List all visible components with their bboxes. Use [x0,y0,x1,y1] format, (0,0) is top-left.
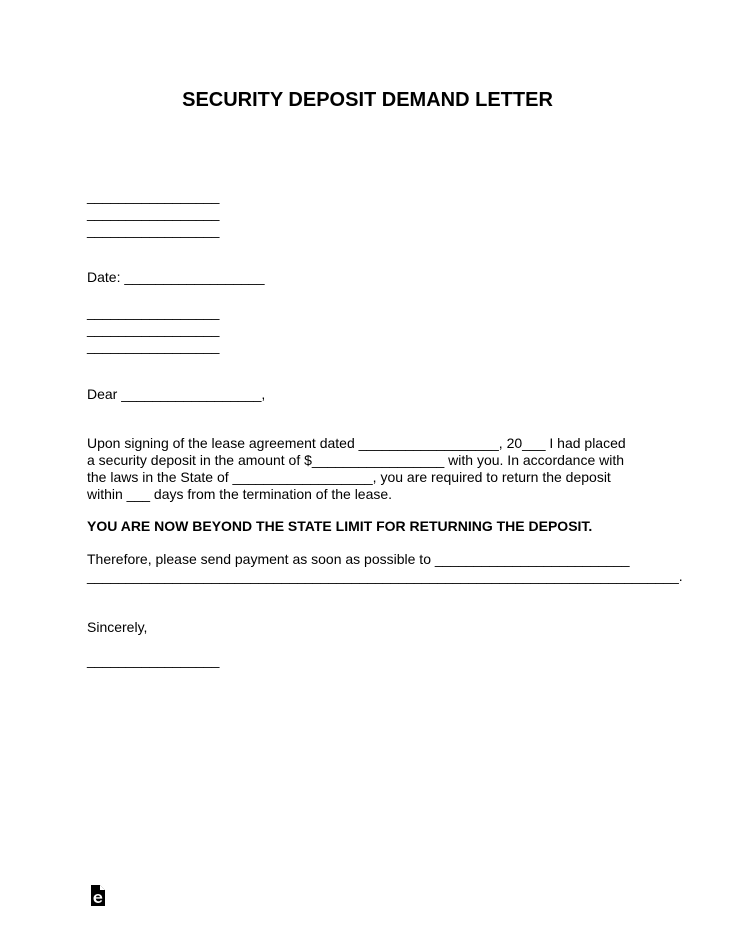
body-line-4: within ___ days from the termination of the lease. [87,486,393,502]
recipient-address-line-1: _________________ [87,304,220,320]
salutation: Dear __________________, [87,386,266,402]
recipient-address-line-2: _________________ [87,321,220,337]
recipient-address-line-3: _________________ [87,338,220,354]
notice-text: YOU ARE NOW BEYOND THE STATE LIMIT FOR RETURNING THE DEPOSIT. [87,518,593,534]
signature-line: _________________ [87,652,220,668]
body-line-1: Upon signing of the lease agreement dated __________________, 20___ I had placed [87,435,626,451]
sender-address-line-1: _________________ [87,188,220,204]
date-line: Date: __________________ [87,269,265,285]
payment-line-2: ____________________________________________________________________________. [87,568,683,584]
eforms-logo-icon [88,884,108,909]
body-line-2: a security deposit in the amount of $_________________ with you. In accordance with [87,452,625,468]
sender-address-line-3: _________________ [87,222,220,238]
sender-address-line-2: _________________ [87,205,220,221]
document-title: SECURITY DEPOSIT DEMAND LETTER [182,89,553,111]
closing: Sincerely, [87,619,148,635]
body-line-3: the laws in the State of __________________, you are required to return the deposit [87,469,611,485]
payment-line-1: Therefore, please send payment as soon as possible to _________________________ [87,551,630,567]
